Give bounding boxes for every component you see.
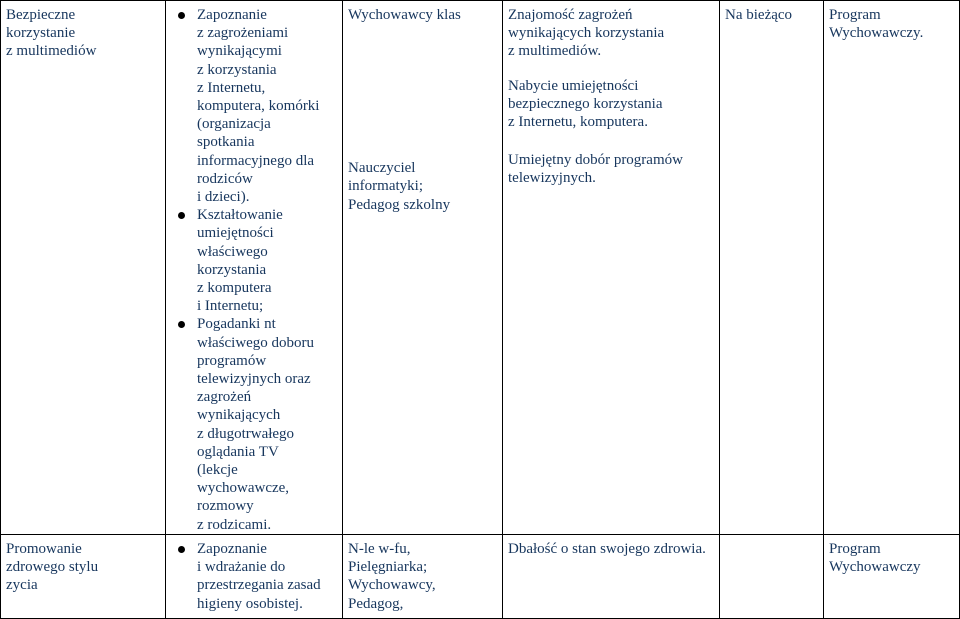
outcomes-cell xyxy=(503,1,720,535)
list-item xyxy=(197,206,337,315)
responsible-line: informatyki; xyxy=(348,178,423,195)
responsible-line: Pedagog szkolny xyxy=(348,196,451,213)
task-line: korzystania xyxy=(197,261,267,278)
task-line: wynikającymi xyxy=(197,43,282,60)
task-line: umiejętności xyxy=(197,225,274,242)
task-line: telewizyjnych oraz xyxy=(197,371,311,388)
responsible-line: Pielęgniarka; xyxy=(348,559,428,576)
task-line: oglądania TV xyxy=(197,443,279,460)
outcome-line: wynikających korzystania xyxy=(508,25,665,42)
tasks-cell xyxy=(166,1,343,535)
responsible-line: Nauczyciel xyxy=(348,160,416,177)
task-line: (lekcje xyxy=(197,462,238,479)
outcome-line: z Internetu, komputera. xyxy=(508,114,648,131)
task-line: zagrożeń xyxy=(197,389,252,406)
task-line: właściwego doboru xyxy=(197,334,315,351)
task-line: i wdrażanie do xyxy=(197,559,286,576)
task-line: właściwego xyxy=(197,243,268,260)
responsible-cell xyxy=(343,534,503,618)
tasks-list xyxy=(171,6,337,534)
list-item xyxy=(197,540,337,613)
task-line: Zapoznanie xyxy=(197,540,267,557)
responsible-line: Wychowawcy, xyxy=(348,577,436,594)
task-line: rozmowy xyxy=(197,498,254,515)
task-line: wychowawcze, xyxy=(197,480,290,497)
task-line: Zapoznanie xyxy=(197,7,267,23)
timing-cell xyxy=(720,1,824,535)
source-line: Wychowawczy xyxy=(829,559,921,576)
task-line: (organizacja xyxy=(197,116,271,133)
list-item xyxy=(197,315,337,533)
area-cell xyxy=(1,534,166,618)
task-line: i Internetu; xyxy=(197,298,264,315)
task-line: Pogadanki nt xyxy=(197,316,276,333)
source-cell xyxy=(824,1,960,535)
task-line: z korzystania xyxy=(197,61,277,78)
outcome-line: Dbałość o stan swojego zdrowia. xyxy=(508,540,706,557)
outcome-line: telewizyjnych. xyxy=(508,170,596,187)
outcome-line: Umiejętny dobór programów xyxy=(508,152,683,169)
table-row xyxy=(1,1,960,535)
task-line: higieny osobistej. xyxy=(197,595,303,612)
source-line: Program xyxy=(829,540,881,557)
task-line: z zagrożeniami xyxy=(197,25,289,42)
responsible-line: Wychowawcy klas xyxy=(348,7,461,23)
task-line: przestrzegania zasad xyxy=(197,577,321,594)
area-line: z multimediów xyxy=(6,43,97,60)
task-line: informacyjnego dla xyxy=(197,152,315,169)
outcomes-cell xyxy=(503,534,720,618)
task-line: z rodzicami. xyxy=(197,516,272,533)
responsible-line: N-le w-fu, xyxy=(348,540,411,557)
outcome-line: Znajomość zagrożeń xyxy=(508,7,633,23)
area-line: zycia xyxy=(6,577,38,594)
area-line: Bezpieczne xyxy=(6,7,76,23)
responsible-cell xyxy=(343,1,503,535)
task-line: wynikających xyxy=(197,407,281,424)
source-cell xyxy=(824,534,960,618)
area-line: Promowanie xyxy=(6,540,82,557)
source-line: Program xyxy=(829,7,881,23)
timing-text: Na bieżąco xyxy=(725,7,793,23)
task-line: komputera, komórki xyxy=(197,98,320,115)
tasks-cell xyxy=(166,534,343,618)
task-line: z Internetu, xyxy=(197,79,266,96)
task-line: programów xyxy=(197,352,267,369)
task-line: Kształtowanie xyxy=(197,207,283,224)
source-line: Wychowawczy. xyxy=(829,25,924,42)
task-line: z długotrwałego xyxy=(197,425,295,442)
outcome-line: z multimediów. xyxy=(508,43,602,60)
area-line: korzystanie xyxy=(6,25,76,42)
task-line: i dzieci). xyxy=(197,189,250,206)
tasks-list xyxy=(171,540,337,613)
area-cell xyxy=(1,1,166,535)
outcome-line: Nabycie umiejętności xyxy=(508,77,639,94)
timing-cell xyxy=(720,534,824,618)
table-row xyxy=(1,534,960,618)
task-line: spotkania xyxy=(197,134,255,151)
responsible-line: Pedagog, xyxy=(348,595,404,612)
task-line: rodziców xyxy=(197,170,253,187)
area-line: zdrowego stylu xyxy=(6,559,99,576)
task-line: z komputera xyxy=(197,280,272,297)
list-item xyxy=(197,6,337,206)
outcome-line: bezpiecznego korzystania xyxy=(508,95,663,112)
